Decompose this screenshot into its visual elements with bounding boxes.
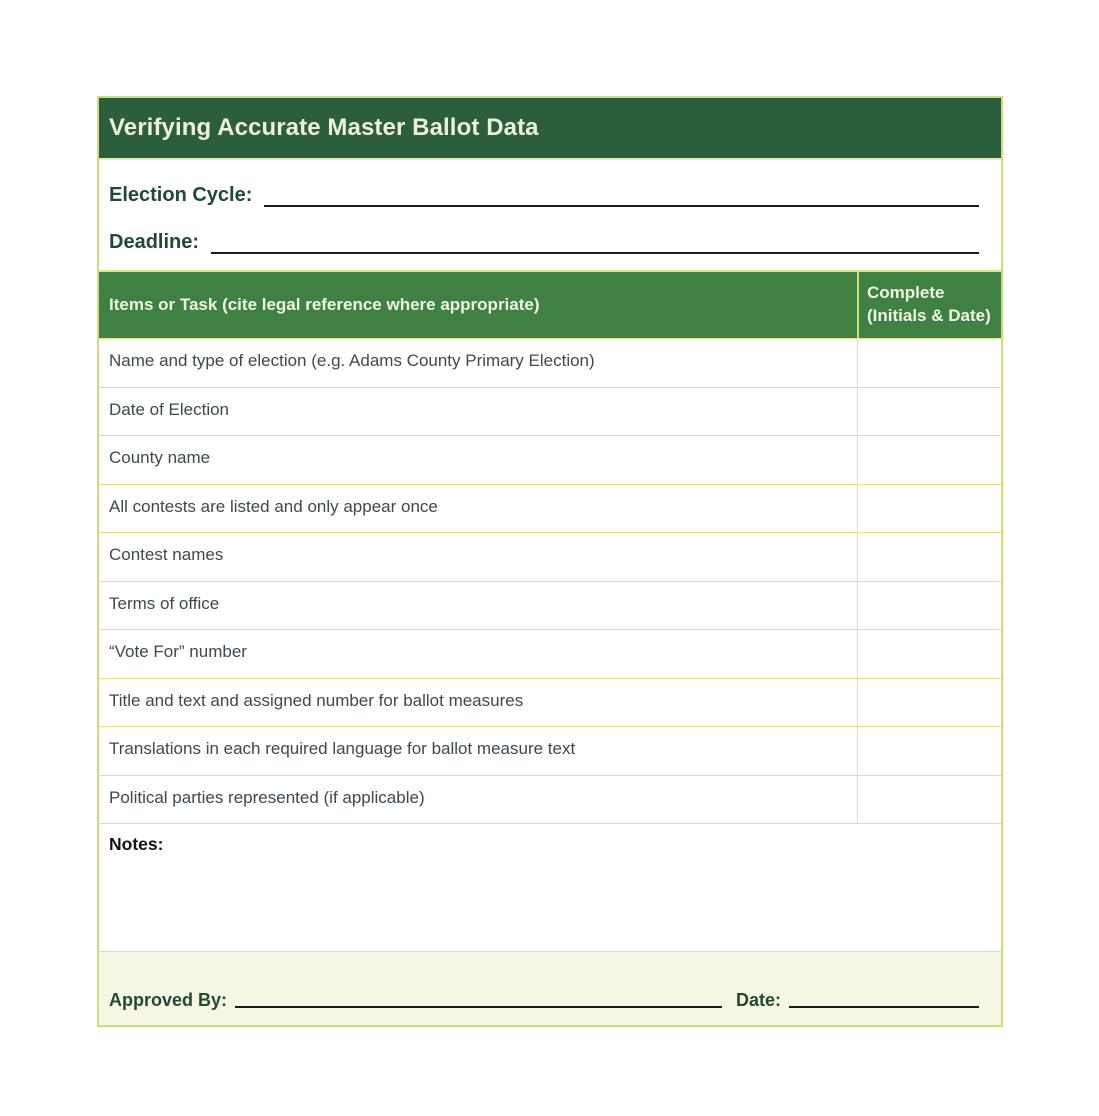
notes-section[interactable] (99, 823, 1001, 951)
complete-cell[interactable] (857, 388, 1001, 436)
table-row (99, 581, 1001, 630)
complete-cell[interactable] (857, 630, 1001, 678)
table-row (99, 678, 1001, 727)
task-cell: Name and type of election (e.g. Adams County Primary Election) (109, 351, 595, 370)
table-row (99, 726, 1001, 775)
complete-header-line1: Complete (867, 283, 945, 303)
deadline-field (109, 231, 979, 254)
deadline-label: Deadline: (109, 231, 200, 253)
approval-footer (99, 951, 1001, 1025)
table-row (99, 484, 1001, 533)
table-row (99, 435, 1001, 484)
election-cycle-field (109, 184, 979, 207)
election-cycle-fill-line[interactable] (264, 203, 979, 207)
election-cycle-label: Election Cycle: (109, 184, 253, 206)
table-header (99, 272, 1001, 338)
task-cell: Terms of office (109, 593, 220, 613)
approved-by-fill-line[interactable] (235, 1004, 722, 1008)
table-row (99, 338, 1001, 387)
task-cell: County name (109, 448, 211, 467)
complete-header-cell (857, 272, 1001, 338)
table-row (99, 532, 1001, 581)
complete-header-line2: (Initials & Date) (867, 306, 991, 325)
deadline-fill-line[interactable] (211, 250, 979, 254)
items-or-task-header-cell: Items or Task (cite legal reference where appropriate) (109, 295, 540, 314)
task-cell: “Vote For” number (109, 642, 247, 661)
complete-cell[interactable] (857, 339, 1001, 387)
info-panel (99, 160, 1001, 272)
table-row (99, 387, 1001, 436)
task-cell: All contests are listed and only appear once (109, 496, 438, 516)
approved-by-label: Approved By: (109, 990, 228, 1011)
complete-cell[interactable] (857, 776, 1001, 824)
task-cell: Translations in each required language for ballot measure text (109, 739, 576, 758)
task-cell: Date of Election (109, 399, 230, 419)
table-row (99, 775, 1001, 824)
complete-cell[interactable] (857, 436, 1001, 484)
complete-cell[interactable] (857, 727, 1001, 775)
ballot-verification-form (97, 96, 1003, 1027)
complete-cell[interactable] (857, 679, 1001, 727)
table-row (99, 629, 1001, 678)
complete-cell[interactable] (857, 533, 1001, 581)
complete-cell[interactable] (857, 485, 1001, 533)
date-label: Date: (735, 990, 781, 1011)
checklist-table (99, 272, 1001, 823)
title-bar (99, 98, 1001, 160)
notes-label: Notes: (109, 834, 164, 854)
task-cell: Political parties represented (if applicable) (109, 787, 425, 807)
task-cell: Contest names (109, 545, 224, 564)
task-cell: Title and text and assigned number for ballot measures (109, 690, 524, 710)
page-title: Verifying Accurate Master Ballot Data (109, 114, 539, 141)
complete-cell[interactable] (857, 582, 1001, 630)
date-fill-line[interactable] (789, 1004, 979, 1008)
